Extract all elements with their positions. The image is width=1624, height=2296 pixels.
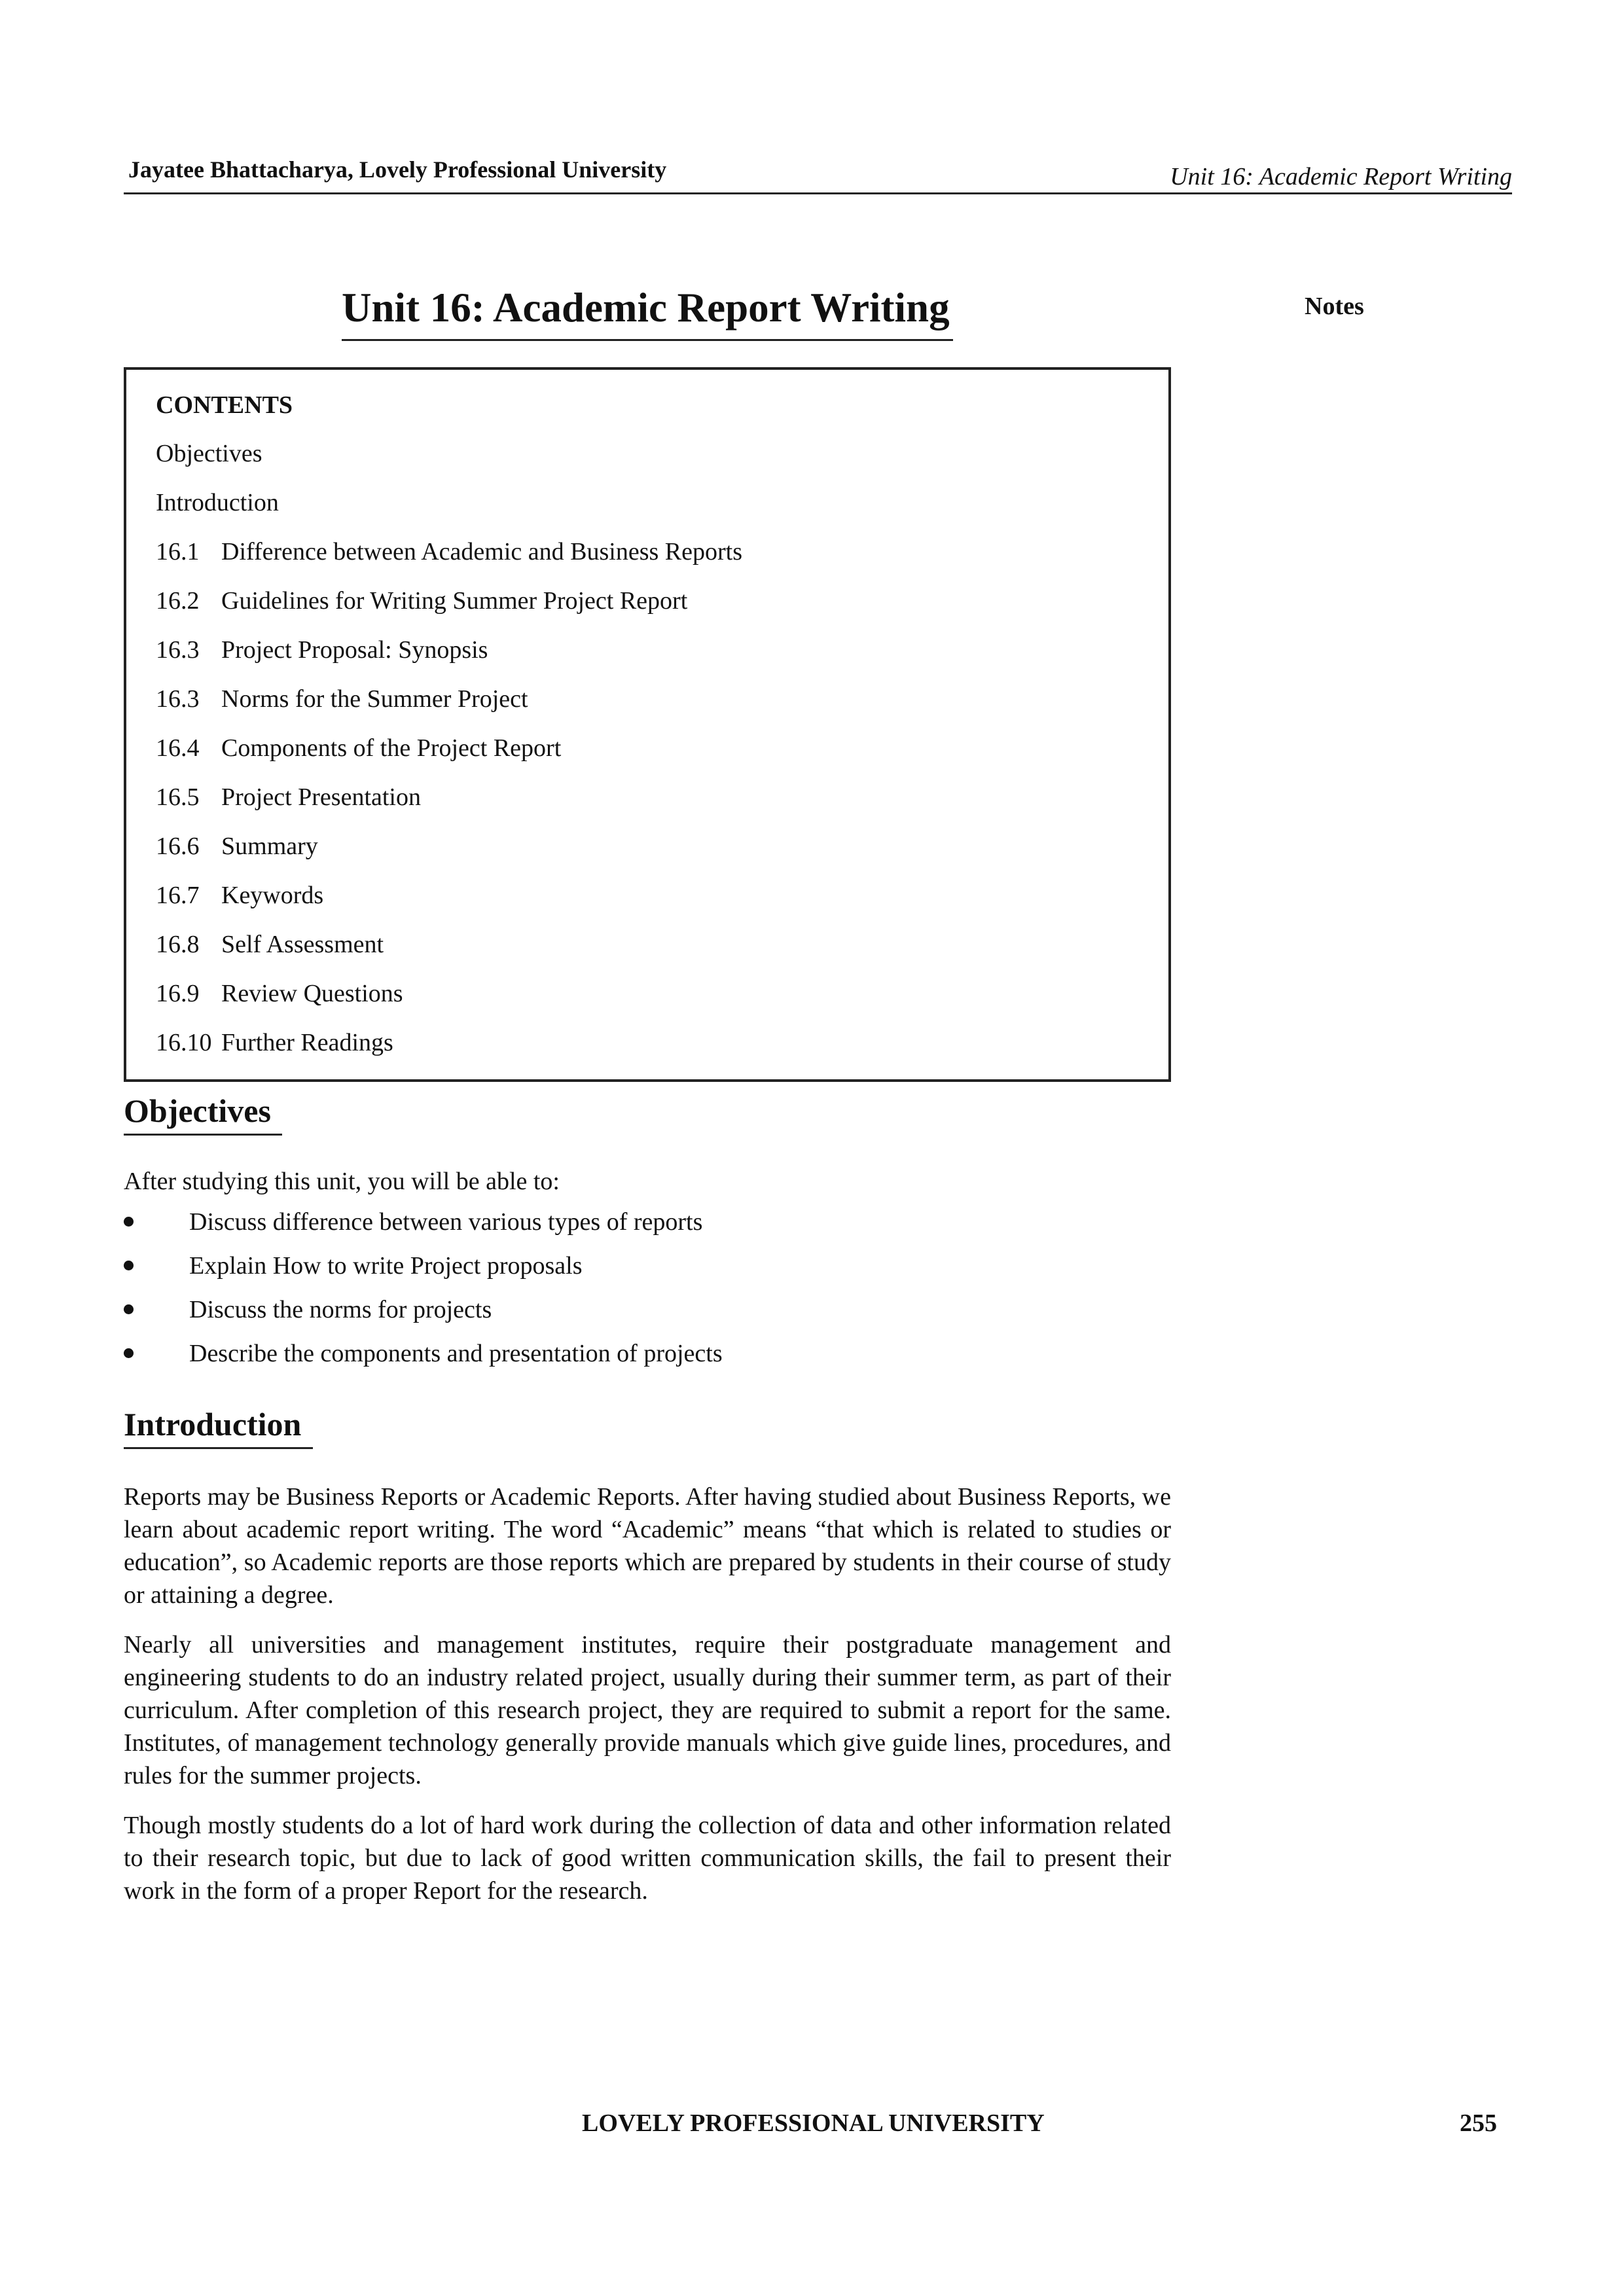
toc-item[interactable] [156,437,262,470]
toc-item[interactable] [156,683,528,715]
bullet-icon [124,1304,134,1314]
toc-item-number: 16.8 [156,931,200,958]
list-item-text: Discuss the norms for projects [189,1296,492,1323]
toc-item-label: Review Questions [221,980,403,1007]
list-item-text: Discuss difference between various types of reports [189,1208,703,1236]
toc-item-label: Components of the Project Report [221,734,562,762]
toc-item-label: Guidelines for Writing Summer Project Report [221,587,688,615]
running-header-author: Jayatee Bhattacharya, Lovely Professional University [128,156,667,183]
toc-item-label: Further Readings [221,1029,393,1056]
page-number: 255 [1460,2109,1497,2137]
toc-item-number: 16.1 [156,538,200,565]
footer-publisher: LOVELY PROFESSIONAL UNIVERSITY [582,2109,1045,2137]
header-rule [124,192,1512,194]
toc-item[interactable] [156,732,561,764]
toc-item[interactable] [156,830,318,863]
list-item-text: Explain How to write Project proposals [189,1252,583,1280]
bullet-icon [124,1217,134,1227]
toc-item-label: Objectives [156,440,262,467]
toc-item-number: 16.6 [156,833,200,860]
toc-item[interactable] [156,879,323,912]
introduction-heading-underline [124,1447,313,1449]
toc-item[interactable] [156,584,687,617]
contents-heading: CONTENTS [156,391,293,419]
toc-item-number: 16.2 [156,587,200,615]
paragraph: Reports may be Business Reports or Academic Reports. After having studied about Business Reports, we learn about academic report writing. The word “Academic” means “that which is related to studies or education”, so Academic reports are those reports which are prepared by students in their course of study or attaining a degree. [124,1483,1171,1609]
bullet-icon [124,1348,134,1358]
toc-item-number: 16.9 [156,980,200,1007]
toc-item-label: Self Assessment [221,931,384,958]
toc-item-number: 16.10 [156,1029,212,1056]
toc-item[interactable] [156,634,488,666]
toc-item-number: 16.7 [156,882,200,909]
title-underline [342,339,953,341]
toc-item-label: Project Presentation [221,783,421,811]
introduction-heading: Introduction [124,1406,302,1443]
toc-item[interactable] [156,486,279,519]
toc-item[interactable] [156,977,403,1010]
page-title: Unit 16: Academic Report Writing [342,285,950,331]
contents-box [124,367,1171,1082]
paragraph: Nearly all universities and management institutes, require their postgraduate management and engineering students to do an industry related project, usually during their summer term, as part of their curriculum. After completion of this research project, they are required to submit a report for the same. Institutes, of management technology generally provide manuals which give guide lines, procedures, and rules for the summer projects. [124,1631,1171,1789]
list-item-text: Describe the components and presentation of projects [189,1340,723,1367]
toc-item-label: Keywords [221,882,324,909]
toc-item[interactable] [156,1026,393,1059]
toc-item-label: Difference between Academic and Business Reports [221,538,742,565]
toc-item-label: Norms for the Summer Project [221,685,528,713]
objectives-intro: After studying this unit, you will be able to: [124,1168,560,1195]
toc-item-number: 16.3 [156,636,200,664]
objectives-heading: Objectives [124,1092,271,1129]
running-header-title: Unit 16: Academic Report Writing [1170,163,1512,190]
toc-item[interactable] [156,535,742,568]
toc-item-label: Project Proposal: Synopsis [221,636,488,664]
toc-item[interactable] [156,781,421,814]
objectives-heading-underline [124,1134,282,1136]
paragraph: Though mostly students do a lot of hard work during the collection of data and other information related to their research topic, but due to lack of good written communication skills, the fail to present their work in the form of a proper Report for the research. [124,1812,1171,1905]
toc-item-label: Introduction [156,489,279,516]
toc-item-number: 16.4 [156,734,200,762]
toc-item-number: 16.3 [156,685,200,713]
toc-item-label: Summary [221,833,318,860]
toc-item[interactable] [156,928,384,961]
toc-item-number: 16.5 [156,783,200,811]
bullet-icon [124,1261,134,1270]
margin-notes-label: Notes [1305,293,1364,320]
